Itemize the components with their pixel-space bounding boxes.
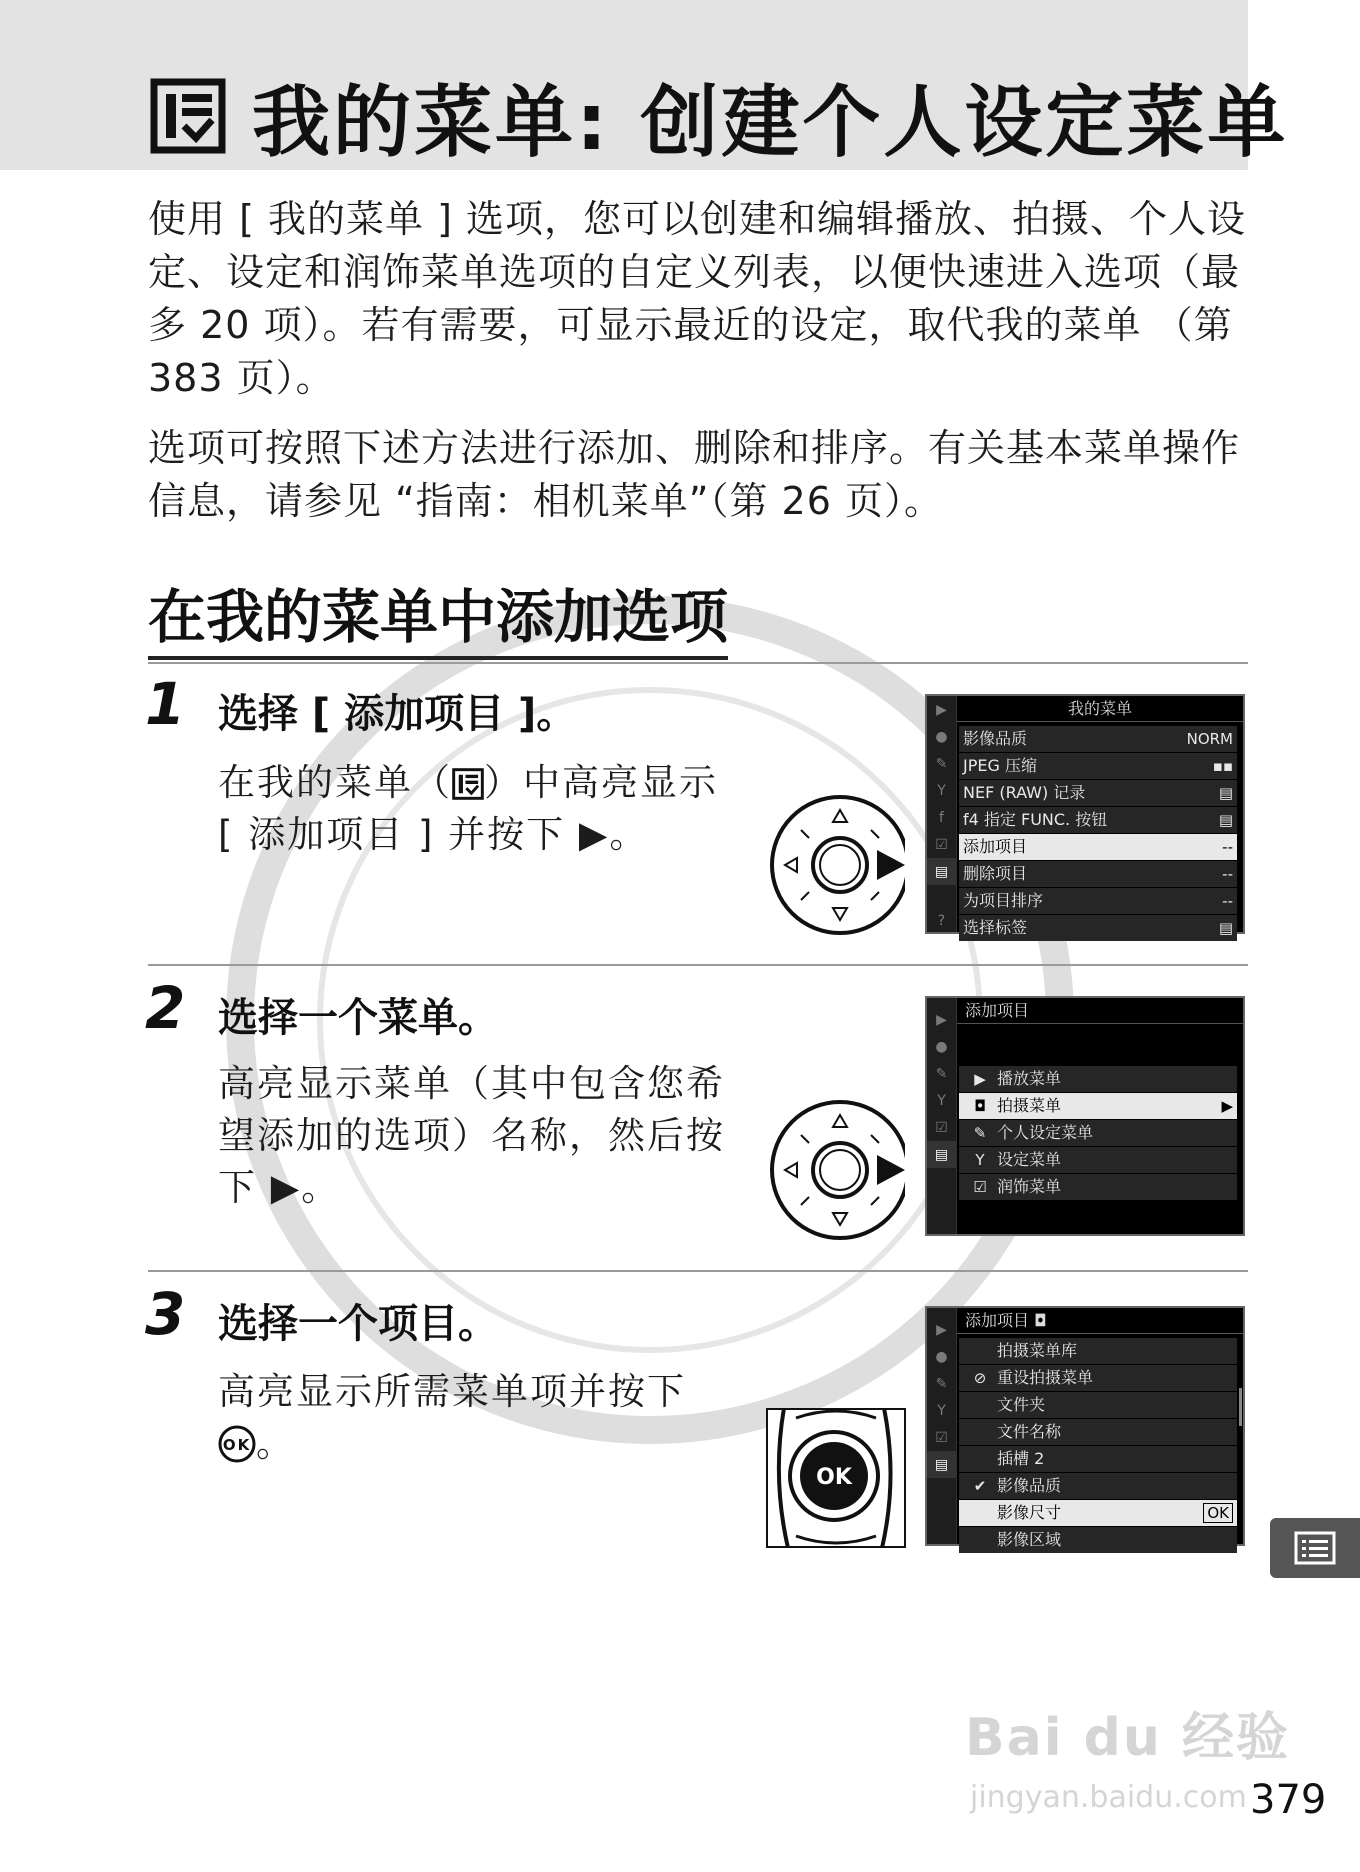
shooting-tab-icon: ●	[935, 728, 948, 745]
intro-paragraph-2: 选项可按照下述方法进行添加、删除和排序。有关基本菜单操作信息，请参见 “指南：相机菜单”（第 26 页）。	[148, 426, 1241, 523]
my-menu-icon	[452, 768, 484, 800]
menu-tabs	[927, 1308, 957, 1544]
menu-item-label: 选择标签	[963, 918, 1028, 937]
divider	[148, 964, 1248, 966]
pencil-icon: ✎	[973, 1124, 987, 1142]
menu-item[interactable]	[959, 888, 1237, 914]
screen-title: 添加项目	[957, 998, 1243, 1024]
retouch-tab-icon: ☑	[935, 1429, 948, 1446]
menu-tabs	[927, 696, 957, 932]
menu-item-label: 影像区域	[997, 1530, 1062, 1549]
page-title: 我的菜单: 创建个人设定菜单	[252, 78, 1289, 168]
menu-item[interactable]	[959, 1392, 1237, 1418]
shooting-tab-icon: ●	[935, 1348, 948, 1365]
shooting-tab-icon: ●	[935, 1038, 948, 1055]
step-2-number: 2	[145, 974, 186, 1042]
menu-item[interactable]	[959, 753, 1237, 779]
menu-item-label: 添加项目	[963, 837, 1028, 856]
step-1-desc-end: ）中高亮显示 [ 添加项目 ] 并按下 ▶。	[218, 761, 718, 856]
section-heading: 在我的菜单中添加选项	[148, 570, 728, 660]
step-1-number: 1	[145, 670, 186, 738]
menu-item-label: 影像尺寸	[997, 1503, 1062, 1522]
page-number: 379	[1250, 1777, 1327, 1823]
menu-item-label: 重设拍摄菜单	[997, 1368, 1094, 1387]
step-2-title: 选择一个菜单。	[218, 995, 498, 1041]
arrow-right-icon: ▶	[1221, 1097, 1233, 1115]
menu-item[interactable]	[959, 1066, 1237, 1092]
menu-item-value: --	[1222, 892, 1233, 910]
menu-item-value: NORM	[1186, 730, 1233, 748]
menu-item[interactable]	[959, 1527, 1237, 1553]
ok-icon: OK	[1203, 1503, 1233, 1523]
intro-paragraph: 使用 [ 我的菜单 ] 选项，您可以创建和编辑播放、拍摄、个人设定、设定和润饰菜单选项的自定义列表，以便快速进入选项（最多 20 项）。若有需要，可显示最近的设定，取代我的菜单 （第 383 页）。	[148, 197, 1246, 400]
help-icon: ?	[937, 912, 946, 929]
divider	[148, 662, 1248, 664]
baidu-jingyan-logo: Bai du 经验	[965, 1708, 1290, 1768]
menu-item-label: 为项目排序	[963, 891, 1044, 910]
step-3-title: 选择一个项目。	[218, 1301, 498, 1347]
menu-item-value: --	[1222, 865, 1233, 883]
retouch-tab-icon: ☑	[935, 1119, 948, 1136]
step-3-number: 3	[145, 1280, 186, 1348]
menu-item-label: 播放菜单	[997, 1069, 1062, 1088]
camera-screen-my-menu	[925, 694, 1245, 937]
page-header	[150, 66, 1288, 166]
menu-item-label: 文件夹	[997, 1395, 1046, 1414]
camera-icon: ◘	[974, 1097, 986, 1115]
step-3-description	[218, 1366, 738, 1470]
f-tab-icon: f	[939, 809, 944, 826]
menu-item-value: ▤	[1218, 784, 1233, 802]
my-menu-tab-icon: ▤	[927, 858, 956, 885]
menu-item-label: 设定菜单	[997, 1150, 1062, 1169]
step-1-title: 选择 [ 添加项目 ]。	[218, 691, 577, 737]
menu-item[interactable]	[959, 1365, 1237, 1391]
menu-item[interactable]	[959, 1120, 1237, 1146]
menu-tabs	[927, 998, 957, 1234]
wrench-icon: Y	[975, 1151, 985, 1169]
playback-tab-icon: ▶	[936, 1011, 947, 1028]
screen-title: 添加项目 ◘	[957, 1308, 1243, 1334]
menu-item[interactable]	[959, 1338, 1237, 1364]
menu-item[interactable]	[959, 1473, 1237, 1499]
step-1-desc-start: 在我的菜单（	[218, 761, 452, 804]
menu-item-label: JPEG 压缩	[963, 756, 1037, 775]
step-1-description	[218, 757, 738, 861]
step-3-desc-tail: 。	[256, 1422, 295, 1465]
menu-item-label: 删除项目	[963, 864, 1028, 883]
divider	[148, 1270, 1248, 1272]
setup-tab-icon: Y	[937, 1402, 946, 1419]
check-icon: ✔	[973, 1477, 987, 1495]
custom-setting-tab-icon: ✎	[935, 1375, 948, 1392]
playback-menu-icon: ▶	[974, 1070, 986, 1088]
menu-item-label: NEF (RAW) 记录	[963, 783, 1086, 802]
ok-button-label: OK	[816, 1465, 852, 1490]
menu-item-label: 插槽 2	[997, 1449, 1045, 1468]
ok-button-diagram	[766, 1408, 906, 1548]
menu-list	[959, 726, 1237, 942]
watermark-url: jingyan.baidu.com	[970, 1780, 1247, 1815]
menu-item-image-size[interactable]	[959, 1500, 1237, 1526]
setup-tab-icon: Y	[937, 1092, 946, 1109]
menu-item-label: 影像品质	[997, 1476, 1062, 1495]
retouch-icon: ☑	[973, 1178, 987, 1196]
menu-item-shooting[interactable]	[959, 1093, 1237, 1119]
menu-item-label: 影像品质	[963, 729, 1028, 748]
my-menu-icon	[150, 78, 226, 154]
menu-item[interactable]	[959, 1446, 1237, 1472]
custom-setting-tab-icon: ✎	[935, 1065, 948, 1082]
menu-item-value: ▪▪	[1212, 757, 1233, 775]
step-2-description: 高亮显示菜单（其中包含您希望添加的选项）名称，然后按下 ▶。	[218, 1062, 725, 1209]
camera-screen-shooting-items	[925, 1306, 1245, 1549]
retouch-tab-icon: ☑	[935, 836, 948, 853]
multi-selector-right-diagram	[765, 1085, 905, 1245]
menu-item[interactable]	[959, 1174, 1237, 1200]
menu-item[interactable]	[959, 861, 1237, 887]
menu-item[interactable]	[959, 915, 1237, 941]
menu-item[interactable]	[959, 807, 1237, 833]
menu-item-label: 文件名称	[997, 1422, 1062, 1441]
reset-icon: ⊘	[973, 1369, 987, 1387]
menu-item-value: ▤	[1218, 811, 1233, 829]
scrollbar[interactable]	[1239, 1388, 1242, 1426]
menu-item-label: 拍摄菜单库	[997, 1341, 1078, 1360]
menu-item-add-items[interactable]	[959, 834, 1237, 860]
step-3-desc-text: 高亮显示所需菜单项并按下	[218, 1370, 686, 1413]
camera-screen-add-items	[925, 996, 1245, 1236]
menu-list	[959, 1338, 1237, 1554]
setup-tab-icon: Y	[937, 782, 946, 799]
menu-item-value: --	[1222, 838, 1233, 856]
menu-list-icon	[1294, 1531, 1336, 1565]
my-menu-tab-icon: ▤	[927, 1451, 956, 1478]
ok-button-icon	[218, 1425, 256, 1463]
chapter-tab-menu-guide[interactable]	[1270, 1518, 1360, 1578]
menu-item-label: f4 指定 FUNC. 按钮	[963, 810, 1108, 829]
multi-selector-right-diagram	[765, 780, 905, 940]
menu-list	[959, 1066, 1237, 1201]
custom-setting-tab-icon: ✎	[935, 755, 948, 772]
svg-text:OK: OK	[222, 1436, 252, 1454]
menu-item[interactable]	[959, 1419, 1237, 1445]
menu-item-value: ▤	[1218, 919, 1233, 937]
menu-item-label: 润饰菜单	[997, 1177, 1062, 1196]
screen-title: 我的菜单	[957, 696, 1243, 722]
my-menu-tab-icon: ▤	[927, 1141, 956, 1168]
playback-tab-icon: ▶	[936, 1321, 947, 1338]
playback-tab-icon: ▶	[936, 701, 947, 718]
menu-item-label: 个人设定菜单	[997, 1123, 1094, 1142]
menu-item[interactable]	[959, 780, 1237, 806]
menu-item[interactable]	[959, 726, 1237, 752]
menu-item-label: 拍摄菜单	[997, 1096, 1062, 1115]
menu-item[interactable]	[959, 1147, 1237, 1173]
